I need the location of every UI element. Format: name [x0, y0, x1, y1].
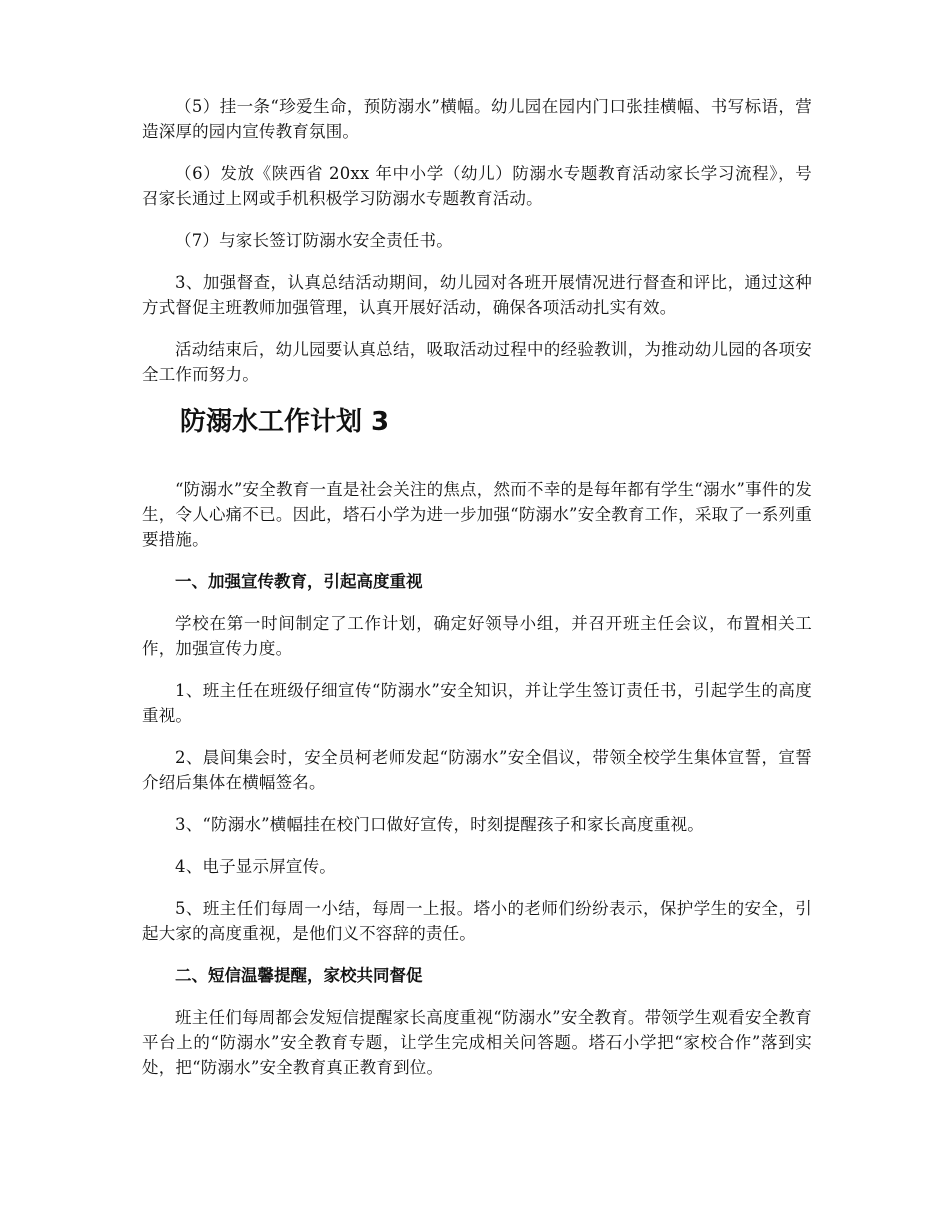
document-page [142, 94, 812, 1097]
paragraph: 5、班主任们每周一小结，每周一上报。塔小的老师们纷纷表示，保护学生的安全，引起大家的高度重视，是他们义不容辞的责任。 [142, 899, 812, 943]
paragraph: 班主任们每周都会发短信提醒家长高度重视“防溺水”安全教育。带领学生观看安全教育平台上的“防溺水”安全教育专题，让学生完成相关问答题。塔石小学把“家校合作”落到实处，把“防溺水”安全教育真正教育到位。 [142, 1008, 812, 1077]
paragraph: 4、电子显示屏宣传。 [175, 857, 336, 876]
subheading-1: 一、加强宣传教育，引起高度重视 [175, 572, 423, 591]
paragraph: （7）与家长签订防溺水安全责任书。 [175, 231, 453, 250]
paragraph: （6）发放《陕西省 20xx 年中小学（幼儿）防溺水专题教育活动家长学习流程》，号召家长通过上网或手机积极学习防溺水专题教育活动。 [142, 164, 812, 208]
section-title: 防溺水工作计划 3 [180, 407, 390, 437]
paragraph: 3、“防溺水”横幅挂在校门口做好宣传，时刻提醒孩子和家长高度重视。 [175, 815, 704, 834]
paragraph: 2、晨间集会时，安全员柯老师发起“防溺水”安全倡议，带领全校学生集体宣誓，宣誓介绍后集体在横幅签名。 [142, 748, 812, 792]
paragraph: 1、班主任在班级仔细宣传“防溺水”安全知识，并让学生签订责任书，引起学生的高度重视。 [142, 681, 812, 725]
paragraph: 3、加强督查，认真总结活动期间，幼儿园对各班开展情况进行督查和评比，通过这种方式督促主班教师加强管理，认真开展好活动，确保各项活动扎实有效。 [142, 273, 812, 317]
paragraph: 学校在第一时间制定了工作计划，确定好领导小组，并召开班主任会议，布置相关工作，加强宣传力度。 [142, 614, 812, 658]
intro-paragraph: “防溺水”安全教育一直是社会关注的焦点，然而不幸的是每年都有学生“溺水”事件的发生，令人心痛不已。因此，塔石小学为进一步加强“防溺水”安全教育工作，采取了一系列重要措施。 [142, 480, 812, 549]
paragraph: 活动结束后，幼儿园要认真总结，吸取活动过程中的经验教训，为推动幼儿园的各项安全工作而努力。 [142, 340, 812, 384]
paragraph: （5）挂一条“珍爱生命，预防溺水”横幅。幼儿园在园内门口张挂横幅、书写标语，营造深厚的园内宣传教育氛围。 [142, 97, 812, 141]
subheading-2: 二、短信温馨提醒，家校共同督促 [175, 966, 423, 985]
